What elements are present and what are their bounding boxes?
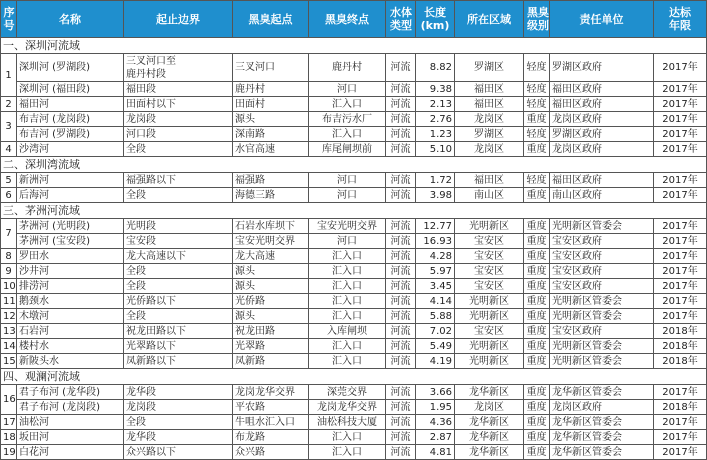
cell-seq: 11 (1, 294, 17, 309)
cell-unit: 罗湖区政府 (550, 127, 654, 142)
cell-level: 重度 (524, 294, 550, 309)
cell-type: 河流 (386, 339, 416, 354)
cell-start: 源头 (233, 309, 309, 324)
cell-length: 8.82 (416, 54, 455, 82)
cell-start: 凤新路 (233, 354, 309, 369)
cell-level: 重度 (524, 279, 550, 294)
cell-year: 2017年 (654, 445, 707, 460)
cell-type: 河流 (386, 324, 416, 339)
cell-length: 5.88 (416, 309, 455, 324)
cell-start: 福强路 (233, 173, 309, 188)
cell-boundary: 凤新路以下 (124, 354, 233, 369)
table-row (1, 264, 707, 279)
cell-start: 鹿丹村 (233, 82, 309, 97)
cell-year: 2017年 (654, 97, 707, 112)
cell-unit: 光明新区管委会 (550, 339, 654, 354)
cell-end: 汇入口 (309, 354, 386, 369)
cell-unit: 龙华新区管委会 (550, 385, 654, 400)
cell-name: 后海河 (17, 188, 124, 203)
cell-boundary: 光明段 (124, 219, 233, 234)
cell-name: 深圳河 (罗湖段) (17, 54, 124, 82)
cell-start: 水官高速 (233, 142, 309, 157)
cell-start: 三叉河口 (233, 54, 309, 82)
cell-length: 2.76 (416, 112, 455, 127)
cell-level: 重度 (524, 264, 550, 279)
cell-district: 光明新区 (455, 354, 524, 369)
cell-seq: 10 (1, 279, 17, 294)
cell-level: 重度 (524, 309, 550, 324)
cell-type: 河流 (386, 264, 416, 279)
cell-boundary: 三叉河口至 鹿丹村段 (124, 54, 233, 82)
table-row (1, 112, 707, 127)
cell-seq: 5 (1, 173, 17, 188)
header-length: 长度(km) (416, 1, 455, 38)
cell-end: 布吉污水厂 (309, 112, 386, 127)
cell-start: 宝安光明交界 (233, 234, 309, 249)
cell-type: 河流 (386, 249, 416, 264)
cell-start: 海德三路 (233, 188, 309, 203)
section-title: 四、观澜河流域 (1, 369, 707, 385)
cell-end: 入库闸坝 (309, 324, 386, 339)
cell-end: 汇入口 (309, 445, 386, 460)
cell-district: 南山区 (455, 188, 524, 203)
cell-seq: 3 (1, 112, 17, 142)
header-seq: 序号 (1, 1, 17, 38)
cell-unit: 龙华新区管委会 (550, 445, 654, 460)
cell-start: 龙岗龙华交界 (233, 385, 309, 400)
cell-seq: 16 (1, 385, 17, 415)
cell-seq: 14 (1, 339, 17, 354)
cell-end: 汇入口 (309, 127, 386, 142)
table-row (1, 354, 707, 369)
cell-level: 重度 (524, 249, 550, 264)
section-title: 一、深圳河流域 (1, 38, 707, 54)
table-row (1, 188, 707, 203)
cell-unit: 福田区政府 (550, 82, 654, 97)
cell-length: 4.14 (416, 294, 455, 309)
cell-end: 河口 (309, 234, 386, 249)
cell-district: 宝安区 (455, 264, 524, 279)
cell-district: 龙华新区 (455, 415, 524, 430)
cell-year: 2017年 (654, 430, 707, 445)
header-row (1, 1, 707, 38)
table-row (1, 82, 707, 97)
cell-name: 沙湾河 (17, 142, 124, 157)
cell-length: 1.95 (416, 400, 455, 415)
cell-length: 3.98 (416, 188, 455, 203)
section-row (1, 38, 707, 54)
cell-type: 河流 (386, 354, 416, 369)
cell-year: 2017年 (654, 385, 707, 400)
table-row (1, 324, 707, 339)
cell-boundary: 福田段 (124, 82, 233, 97)
cell-level: 重度 (524, 219, 550, 234)
cell-district: 宝安区 (455, 324, 524, 339)
header-boundary: 起止边界 (124, 1, 233, 38)
cell-seq: 15 (1, 354, 17, 369)
table-row (1, 249, 707, 264)
cell-unit: 光明新区管委会 (550, 294, 654, 309)
cell-type: 河流 (386, 415, 416, 430)
cell-name: 白花河 (17, 445, 124, 460)
cell-end: 汇入口 (309, 279, 386, 294)
cell-year: 2017年 (654, 415, 707, 430)
header-name: 名称 (17, 1, 124, 38)
section-row (1, 369, 707, 385)
cell-district: 罗湖区 (455, 54, 524, 82)
cell-unit: 宝安区政府 (550, 234, 654, 249)
cell-start: 龙大高速 (233, 249, 309, 264)
cell-district: 龙岗区 (455, 112, 524, 127)
cell-district: 福田区 (455, 82, 524, 97)
cell-seq: 7 (1, 219, 17, 249)
cell-start: 源头 (233, 112, 309, 127)
table-row (1, 294, 707, 309)
cell-name: 福田河 (17, 97, 124, 112)
cell-end: 河口 (309, 188, 386, 203)
cell-year: 2017年 (654, 279, 707, 294)
cell-year: 2018年 (654, 354, 707, 369)
cell-type: 河流 (386, 97, 416, 112)
cell-unit: 宝安区政府 (550, 324, 654, 339)
cell-end: 河口 (309, 173, 386, 188)
cell-level: 重度 (524, 415, 550, 430)
cell-seq: 13 (1, 324, 17, 339)
cell-year: 2017年 (654, 82, 707, 97)
cell-start: 石岩水库坝下 (233, 219, 309, 234)
cell-name: 楼村水 (17, 339, 124, 354)
cell-type: 河流 (386, 309, 416, 324)
table-row (1, 385, 707, 400)
cell-year: 2017年 (654, 112, 707, 127)
cell-level: 轻度 (524, 127, 550, 142)
section-title: 二、深圳湾流域 (1, 157, 707, 173)
header-end: 黑臭终点 (309, 1, 386, 38)
table-row (1, 234, 707, 249)
cell-length: 12.77 (416, 219, 455, 234)
cell-start: 祝龙田路 (233, 324, 309, 339)
cell-name: 排涝河 (17, 279, 124, 294)
cell-boundary: 全段 (124, 264, 233, 279)
section-row (1, 203, 707, 219)
cell-type: 河流 (386, 279, 416, 294)
cell-level: 轻度 (524, 82, 550, 97)
cell-type: 河流 (386, 142, 416, 157)
cell-start: 布龙路 (233, 430, 309, 445)
cell-length: 5.97 (416, 264, 455, 279)
cell-length: 2.13 (416, 97, 455, 112)
cell-seq: 19 (1, 445, 17, 460)
cell-end: 油松科技大厦 (309, 415, 386, 430)
cell-district: 龙岗区 (455, 400, 524, 415)
cell-district: 宝安区 (455, 234, 524, 249)
cell-boundary: 龙华段 (124, 385, 233, 400)
cell-length: 1.72 (416, 173, 455, 188)
cell-district: 龙岗区 (455, 142, 524, 157)
cell-boundary: 宝安段 (124, 234, 233, 249)
cell-boundary: 光翠路以下 (124, 339, 233, 354)
cell-end: 汇入口 (309, 97, 386, 112)
cell-start: 深南路 (233, 127, 309, 142)
cell-level: 重度 (524, 354, 550, 369)
cell-seq: 18 (1, 430, 17, 445)
cell-seq: 4 (1, 142, 17, 157)
cell-unit: 光明新区管委会 (550, 219, 654, 234)
cell-unit: 龙华新区管委会 (550, 415, 654, 430)
table-row (1, 415, 707, 430)
cell-name: 沙井河 (17, 264, 124, 279)
table-body (1, 38, 707, 460)
cell-unit: 宝安区政府 (550, 264, 654, 279)
cell-year: 2017年 (654, 188, 707, 203)
cell-length: 4.36 (416, 415, 455, 430)
cell-name: 布吉河 (龙岗段) (17, 112, 124, 127)
section-row (1, 157, 707, 173)
cell-year: 2017年 (654, 294, 707, 309)
cell-unit: 光明新区管委会 (550, 309, 654, 324)
cell-length: 5.49 (416, 339, 455, 354)
cell-unit: 福田区政府 (550, 173, 654, 188)
cell-district: 龙华新区 (455, 445, 524, 460)
cell-level: 重度 (524, 188, 550, 203)
cell-end: 汇入口 (309, 264, 386, 279)
cell-name: 石岩河 (17, 324, 124, 339)
cell-year: 2018年 (654, 324, 707, 339)
cell-year: 2018年 (654, 400, 707, 415)
cell-unit: 宝安区政府 (550, 279, 654, 294)
cell-name: 木墩河 (17, 309, 124, 324)
cell-length: 4.19 (416, 354, 455, 369)
cell-year: 2017年 (654, 142, 707, 157)
cell-length: 2.87 (416, 430, 455, 445)
table-row (1, 309, 707, 324)
cell-boundary: 福强路以下 (124, 173, 233, 188)
header-district: 所在区域 (455, 1, 524, 38)
cell-unit: 龙岗区政府 (550, 142, 654, 157)
cell-end: 鹿丹村 (309, 54, 386, 82)
cell-unit: 南山区政府 (550, 188, 654, 203)
cell-start: 光翠路 (233, 339, 309, 354)
cell-district: 光明新区 (455, 309, 524, 324)
cell-unit: 龙岗区政府 (550, 112, 654, 127)
cell-length: 5.10 (416, 142, 455, 157)
cell-level: 重度 (524, 112, 550, 127)
cell-year: 2017年 (654, 249, 707, 264)
cell-type: 河流 (386, 54, 416, 82)
cell-type: 河流 (386, 400, 416, 415)
cell-name: 君子布河 (龙岗段) (17, 400, 124, 415)
cell-boundary: 龙大高速以下 (124, 249, 233, 264)
cell-type: 河流 (386, 234, 416, 249)
header-level: 黑臭级别 (524, 1, 550, 38)
cell-year: 2018年 (654, 339, 707, 354)
cell-level: 轻度 (524, 54, 550, 82)
cell-name: 鹅颈水 (17, 294, 124, 309)
cell-length: 9.38 (416, 82, 455, 97)
cell-year: 2017年 (654, 127, 707, 142)
cell-level: 重度 (524, 400, 550, 415)
cell-name: 君子布河 (龙华段) (17, 385, 124, 400)
cell-boundary: 全段 (124, 279, 233, 294)
table-row (1, 219, 707, 234)
cell-type: 河流 (386, 385, 416, 400)
cell-boundary: 龙岗段 (124, 112, 233, 127)
cell-end: 汇入口 (309, 249, 386, 264)
cell-district: 龙华新区 (455, 385, 524, 400)
cell-name: 新洲河 (17, 173, 124, 188)
table-row (1, 339, 707, 354)
cell-name: 茅洲河 (光明段) (17, 219, 124, 234)
cell-boundary: 龙华段 (124, 430, 233, 445)
cell-start: 牛咀水汇入口 (233, 415, 309, 430)
section-title: 三、茅洲河流域 (1, 203, 707, 219)
cell-start: 众兴路 (233, 445, 309, 460)
cell-end: 宝安光明交界 (309, 219, 386, 234)
header-unit: 责任单位 (550, 1, 654, 38)
cell-start: 平农路 (233, 400, 309, 415)
header-start: 黑臭起点 (233, 1, 309, 38)
table-row (1, 97, 707, 112)
table-row (1, 430, 707, 445)
cell-unit: 龙华新区管委会 (550, 430, 654, 445)
cell-length: 16.93 (416, 234, 455, 249)
cell-year: 2017年 (654, 54, 707, 82)
cell-district: 福田区 (455, 173, 524, 188)
cell-seq: 12 (1, 309, 17, 324)
cell-level: 重度 (524, 324, 550, 339)
cell-seq: 6 (1, 188, 17, 203)
cell-length: 3.45 (416, 279, 455, 294)
cell-end: 深莞交界 (309, 385, 386, 400)
cell-district: 罗湖区 (455, 127, 524, 142)
cell-unit: 龙岗区政府 (550, 400, 654, 415)
table-row (1, 142, 707, 157)
table-row (1, 127, 707, 142)
cell-boundary: 龙岗段 (124, 400, 233, 415)
cell-start: 源头 (233, 264, 309, 279)
cell-name: 茅洲河 (宝安段) (17, 234, 124, 249)
table-row (1, 173, 707, 188)
cell-length: 4.81 (416, 445, 455, 460)
cell-district: 光明新区 (455, 339, 524, 354)
cell-district: 光明新区 (455, 294, 524, 309)
cell-boundary: 全段 (124, 142, 233, 157)
cell-boundary: 全段 (124, 415, 233, 430)
cell-district: 龙华新区 (455, 430, 524, 445)
cell-district: 福田区 (455, 97, 524, 112)
cell-seq: 2 (1, 97, 17, 112)
cell-year: 2017年 (654, 264, 707, 279)
header-water-type: 水体类型 (386, 1, 416, 38)
cell-type: 河流 (386, 127, 416, 142)
cell-boundary: 全段 (124, 188, 233, 203)
cell-name: 油松河 (17, 415, 124, 430)
cell-level: 重度 (524, 142, 550, 157)
cell-district: 宝安区 (455, 249, 524, 264)
cell-length: 3.66 (416, 385, 455, 400)
cell-type: 河流 (386, 430, 416, 445)
cell-level: 重度 (524, 339, 550, 354)
cell-start: 光侨路 (233, 294, 309, 309)
cell-district: 光明新区 (455, 219, 524, 234)
cell-type: 河流 (386, 82, 416, 97)
cell-year: 2017年 (654, 173, 707, 188)
cell-year: 2017年 (654, 234, 707, 249)
cell-year: 2017年 (654, 309, 707, 324)
cell-boundary: 光侨路以下 (124, 294, 233, 309)
cell-end: 汇入口 (309, 294, 386, 309)
cell-type: 河流 (386, 188, 416, 203)
cell-boundary: 河口段 (124, 127, 233, 142)
cell-seq: 17 (1, 415, 17, 430)
cell-boundary: 祝龙田路以下 (124, 324, 233, 339)
cell-seq: 8 (1, 249, 17, 264)
cell-unit: 福田区政府 (550, 97, 654, 112)
cell-length: 1.23 (416, 127, 455, 142)
cell-level: 重度 (524, 445, 550, 460)
cell-start: 田面村 (233, 97, 309, 112)
cell-length: 7.02 (416, 324, 455, 339)
table-row (1, 279, 707, 294)
cell-type: 河流 (386, 294, 416, 309)
cell-name: 坂田河 (17, 430, 124, 445)
cell-year: 2017年 (654, 219, 707, 234)
cell-boundary: 众兴路以下 (124, 445, 233, 460)
cell-level: 重度 (524, 385, 550, 400)
cell-start: 源头 (233, 279, 309, 294)
cell-end: 库尾闸坝前 (309, 142, 386, 157)
cell-type: 河流 (386, 219, 416, 234)
cell-seq: 1 (1, 54, 17, 97)
cell-boundary: 田面村以下 (124, 97, 233, 112)
cell-end: 汇入口 (309, 430, 386, 445)
cell-level: 重度 (524, 234, 550, 249)
cell-name: 新陂头水 (17, 354, 124, 369)
cell-seq: 9 (1, 264, 17, 279)
cell-type: 河流 (386, 445, 416, 460)
cell-level: 轻度 (524, 173, 550, 188)
cell-unit: 光明新区管委会 (550, 354, 654, 369)
table-row (1, 445, 707, 460)
cell-end: 汇入口 (309, 309, 386, 324)
cell-end: 汇入口 (309, 339, 386, 354)
table-row (1, 54, 707, 82)
cell-end: 河口 (309, 82, 386, 97)
cell-name: 布吉河 (罗湖段) (17, 127, 124, 142)
cell-length: 4.28 (416, 249, 455, 264)
cell-type: 河流 (386, 112, 416, 127)
table-row (1, 400, 707, 415)
cell-level: 轻度 (524, 97, 550, 112)
cell-name: 罗田水 (17, 249, 124, 264)
cell-boundary: 全段 (124, 309, 233, 324)
cell-district: 宝安区 (455, 279, 524, 294)
cell-unit: 宝安区政府 (550, 249, 654, 264)
header-deadline: 达标年限 (654, 1, 707, 38)
cell-end: 龙岗龙华交界 (309, 400, 386, 415)
cell-level: 重度 (524, 430, 550, 445)
cell-name: 深圳河 (福田段) (17, 82, 124, 97)
cell-type: 河流 (386, 173, 416, 188)
cell-unit: 罗湖区政府 (550, 54, 654, 82)
